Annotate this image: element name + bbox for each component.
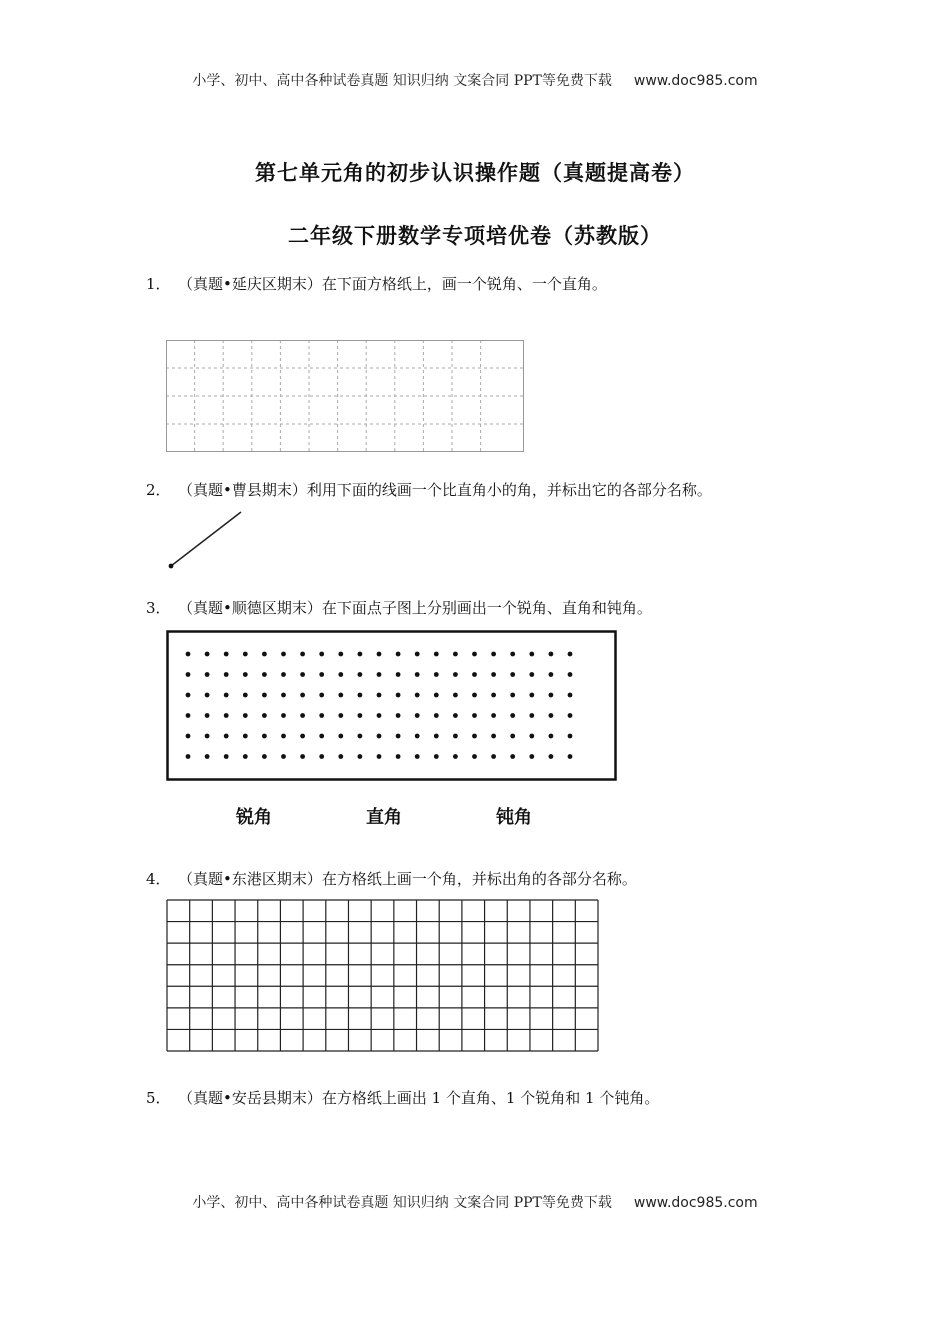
label-obtuse: 钝角 <box>496 807 532 828</box>
grid-dot <box>396 713 401 718</box>
grid-dot <box>186 652 191 657</box>
question-number: 3． <box>146 599 171 617</box>
grid-dot <box>396 652 401 657</box>
grid-dot <box>224 754 229 759</box>
grid-dot <box>377 672 382 677</box>
grid-dot <box>568 693 573 698</box>
grid-dot <box>434 754 439 759</box>
grid-dot <box>186 734 191 739</box>
grid-dot <box>205 693 210 698</box>
grid-dot <box>415 693 420 698</box>
label-right: 直角 <box>366 807 402 828</box>
grid-dot <box>396 754 401 759</box>
grid-dot <box>472 672 477 677</box>
grid-dot <box>224 713 229 718</box>
grid-dot <box>453 672 458 677</box>
grid-dot <box>491 652 496 657</box>
grid-dot <box>549 652 554 657</box>
grid-dot <box>186 672 191 677</box>
grid-dot <box>262 754 267 759</box>
question-text: （真题•安岳县期末）在方格纸上画出 1 个直角、1 个锐角和 1 个钝角。 <box>178 1089 660 1107</box>
grid-dot <box>262 652 267 657</box>
grid-dot <box>491 734 496 739</box>
question-text: （真题•东港区期末）在方格纸上画一个角，并标出角的各部分名称。 <box>178 870 637 888</box>
grid-dot <box>300 734 305 739</box>
grid-dot <box>472 693 477 698</box>
grid-dot <box>243 713 248 718</box>
grid-dot <box>568 672 573 677</box>
grid-dot <box>472 754 477 759</box>
label-acute: 锐角 <box>236 807 272 828</box>
question-3 <box>146 597 652 618</box>
page-subtitle: 二年级下册数学专项培优卷（苏教版） <box>288 223 662 248</box>
question-text: （真题•延庆区期末）在下面方格纸上，画一个锐角、一个直角。 <box>178 275 607 293</box>
grid-dot <box>186 713 191 718</box>
grid-dot <box>319 672 324 677</box>
grid-dot <box>319 693 324 698</box>
grid-dot <box>377 652 382 657</box>
question-number: 2． <box>146 481 171 499</box>
grid-dot <box>262 713 267 718</box>
grid-dot <box>377 713 382 718</box>
grid-dot <box>281 672 286 677</box>
grid-dot <box>281 754 286 759</box>
grid-dot <box>262 672 267 677</box>
grid-dot <box>453 754 458 759</box>
grid-dot <box>338 652 343 657</box>
grid-dot <box>338 754 343 759</box>
grid-dot <box>262 734 267 739</box>
grid-dot <box>338 693 343 698</box>
grid-dot <box>568 652 573 657</box>
grid-dot <box>415 734 420 739</box>
grid-paper-dashed <box>166 340 526 454</box>
question-1 <box>146 273 607 294</box>
grid-dot <box>472 713 477 718</box>
grid-dot <box>434 713 439 718</box>
grid-dot <box>186 754 191 759</box>
grid-dot <box>491 672 496 677</box>
grid-dot <box>243 672 248 677</box>
grid-dot <box>415 652 420 657</box>
footer-site[interactable]: www.doc985.com <box>633 1195 758 1211</box>
grid-dot <box>243 652 248 657</box>
grid-dot <box>415 672 420 677</box>
grid-dot <box>262 693 267 698</box>
question-4 <box>146 868 637 889</box>
grid-dot <box>549 754 554 759</box>
grid-dot <box>491 693 496 698</box>
grid-dot <box>281 693 286 698</box>
grid-dot <box>338 672 343 677</box>
grid-dot <box>300 693 305 698</box>
header-site[interactable]: www.doc985.com <box>633 73 758 89</box>
grid-dot <box>549 693 554 698</box>
grid-dot <box>281 734 286 739</box>
question-number: 5． <box>146 1089 171 1107</box>
grid-dot <box>453 693 458 698</box>
grid-dot <box>300 652 305 657</box>
grid-dot <box>549 734 554 739</box>
ray-line <box>160 505 250 575</box>
grid-dot <box>224 693 229 698</box>
grid-dot <box>243 754 248 759</box>
grid-dot <box>377 693 382 698</box>
grid-dot <box>529 754 534 759</box>
grid-dot <box>205 713 210 718</box>
grid-dot <box>338 734 343 739</box>
grid-dot <box>568 754 573 759</box>
grid-dot <box>549 672 554 677</box>
grid-dot <box>510 672 515 677</box>
grid-dot <box>319 734 324 739</box>
grid-dot <box>358 693 363 698</box>
grid-dot <box>205 734 210 739</box>
grid-dot <box>396 693 401 698</box>
grid-dot <box>377 754 382 759</box>
grid-dot <box>377 734 382 739</box>
grid-dot <box>396 672 401 677</box>
grid-dot <box>529 652 534 657</box>
footer-text: 小学、初中、高中各种试卷真题 知识归纳 文案合同 PPT等免费下载 <box>192 1195 612 1211</box>
grid-dot <box>453 652 458 657</box>
header-text: 小学、初中、高中各种试卷真题 知识归纳 文案合同 PPT等免费下载 <box>192 73 612 89</box>
dot-grid <box>166 630 618 782</box>
grid-dot <box>491 754 496 759</box>
grid-dot <box>281 652 286 657</box>
grid-dot <box>224 734 229 739</box>
grid-dot <box>472 734 477 739</box>
page-title: 第七单元角的初步认识操作题（真题提高卷） <box>255 160 695 185</box>
ray-endpoint <box>169 564 174 569</box>
grid-dot <box>358 713 363 718</box>
grid-dot <box>300 754 305 759</box>
grid-dot <box>205 672 210 677</box>
grid-dot <box>510 754 515 759</box>
grid-dot <box>510 693 515 698</box>
grid-dot <box>300 713 305 718</box>
grid-dot <box>529 693 534 698</box>
grid-dot <box>529 672 534 677</box>
question-5 <box>146 1087 659 1108</box>
grid-dot <box>453 734 458 739</box>
grid-dot <box>205 754 210 759</box>
grid-dot <box>205 652 210 657</box>
grid-dot <box>281 713 286 718</box>
grid-dot <box>358 672 363 677</box>
question-number: 4． <box>146 870 171 888</box>
grid-dot <box>358 734 363 739</box>
grid-dot <box>434 693 439 698</box>
question-number: 1． <box>146 275 171 293</box>
grid-dot <box>549 713 554 718</box>
grid-dot <box>243 693 248 698</box>
question-text: （真题•曹县期末）利用下面的线画一个比直角小的角，并标出它的各部分名称。 <box>178 481 712 499</box>
grid-dot <box>415 713 420 718</box>
question-text: （真题•顺德区期末）在下面点子图上分别画出一个锐角、直角和钝角。 <box>178 599 652 617</box>
grid-dot <box>338 713 343 718</box>
grid-dot <box>434 652 439 657</box>
grid-dot <box>358 652 363 657</box>
grid-dot <box>186 693 191 698</box>
page-footer <box>0 1192 950 1212</box>
grid-dot <box>319 652 324 657</box>
grid-dot <box>434 734 439 739</box>
grid-dot <box>510 652 515 657</box>
grid-dot <box>396 734 401 739</box>
grid-dot <box>529 734 534 739</box>
grid-dot <box>529 713 534 718</box>
grid-dot <box>243 734 248 739</box>
grid-dot <box>224 672 229 677</box>
grid-dot <box>434 672 439 677</box>
grid-dot <box>568 713 573 718</box>
grid-dot <box>415 754 420 759</box>
grid-dot <box>300 672 305 677</box>
grid-dot <box>319 754 324 759</box>
grid-dot <box>510 713 515 718</box>
grid-dot <box>472 652 477 657</box>
grid-dot <box>319 713 324 718</box>
grid-paper-solid <box>166 899 600 1053</box>
grid-dot <box>491 713 496 718</box>
grid-dot <box>510 734 515 739</box>
grid-dot <box>224 652 229 657</box>
grid-dot <box>453 713 458 718</box>
question-2 <box>146 479 712 500</box>
grid-dot <box>568 734 573 739</box>
grid-dot <box>358 754 363 759</box>
page-header <box>0 70 950 90</box>
